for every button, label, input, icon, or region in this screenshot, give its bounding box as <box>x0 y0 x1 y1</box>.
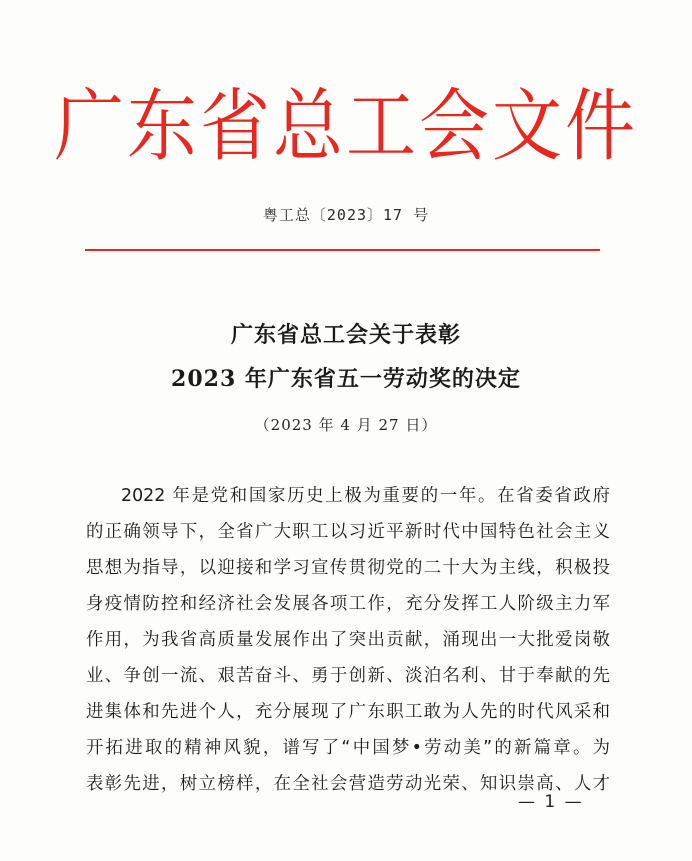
body-line: 业、争创一流、艰苦奋斗、勇于创新、淡泊名利、甘于奉献的先 <box>86 666 610 686</box>
body-paragraph <box>86 478 610 802</box>
red-divider-line <box>85 249 600 251</box>
body-line: 作用，为我省高质量发展作出了突出贡献，涌现出一大批爱岗敬 <box>86 630 610 650</box>
document-number: 粤工总〔2023〕17 号 <box>262 206 430 224</box>
document-title-line-2: 2023 年广东省五一劳动奖的决定 <box>171 366 521 392</box>
body-line: 2022 年是党和国家历史上极为重要的一年。在省委省政府 <box>121 486 610 506</box>
body-line: 的正确领导下，全省广大职工以习近平新时代中国特色社会主义 <box>86 522 610 542</box>
document-title-line-1: 广东省总工会关于表彰 <box>230 322 461 348</box>
document-date: （2023 年 4 月 27 日） <box>254 416 438 434</box>
masthead-title: 广东省总工会文件 <box>54 80 638 172</box>
body-line: 思想为指导，以迎接和学习宣传贯彻党的二十大为主线，积极投 <box>86 558 610 578</box>
body-line: 开拓进取的精神风貌，谱写了“中国梦•劳动美”的新篇章。为 <box>86 738 610 758</box>
page-number: — 1 — <box>518 792 584 812</box>
body-line: 进集体和先进个人，充分展现了广东职工敢为人先的时代风采和 <box>86 702 610 722</box>
body-line: 身疫情防控和经济社会发展各项工作，充分发挥工人阶级主力军 <box>86 594 610 614</box>
body-line: 表彰先进，树立榜样，在全社会营造劳动光荣、知识崇高、人才 <box>86 774 610 794</box>
